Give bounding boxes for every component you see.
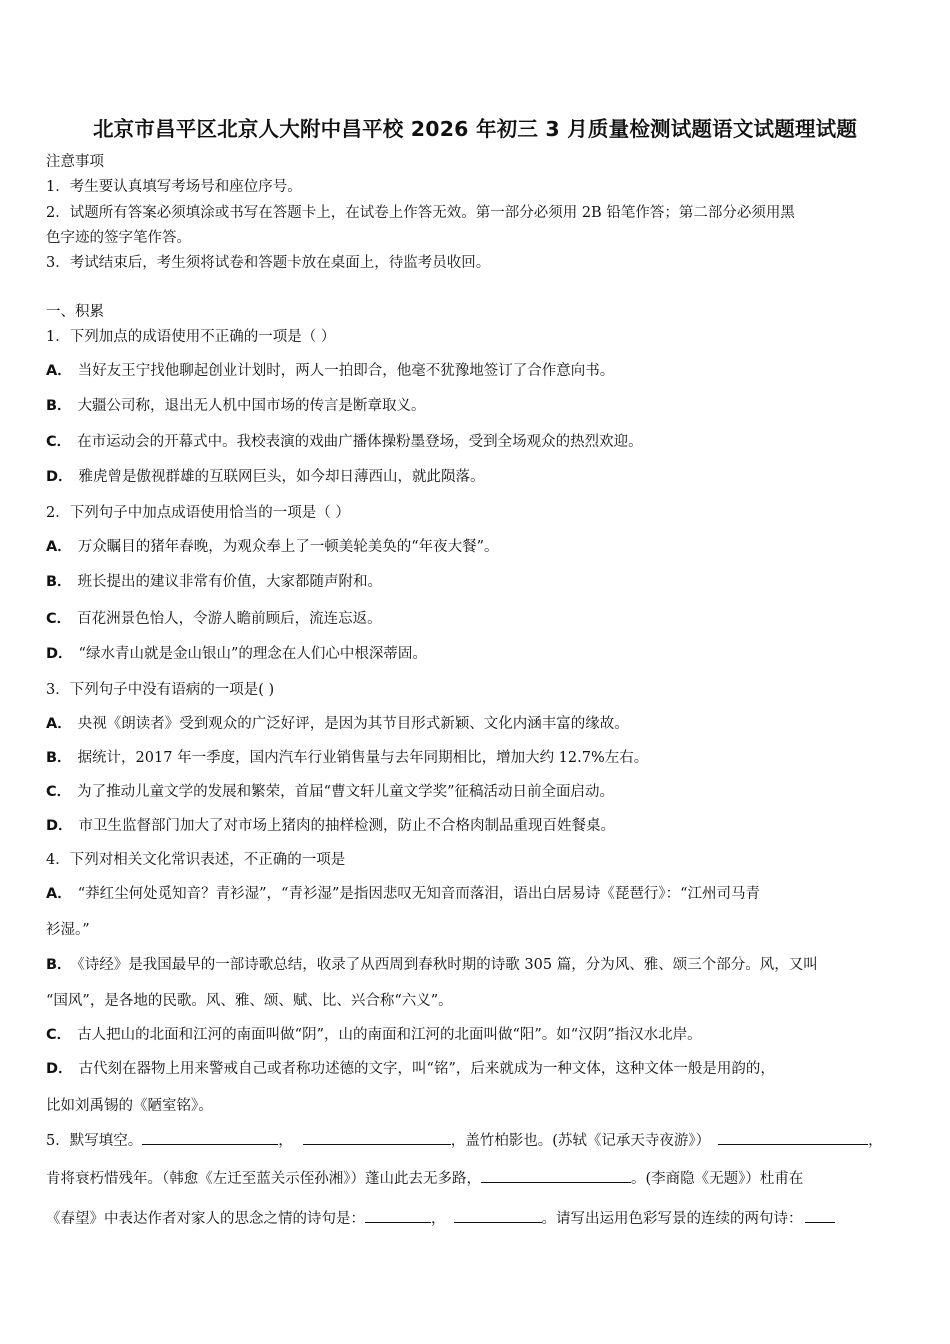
option-text: 当好友王宁找他聊起创业计划时，两人一拍即合，他毫不犹豫地签订了合作意向书。 xyxy=(77,363,615,379)
option-label: A． xyxy=(46,716,72,732)
punct: ， xyxy=(278,1133,293,1149)
question-3-option-b xyxy=(46,748,648,768)
question-1-stem: 1．下列加点的成语使用不正确的一项是（ ） xyxy=(46,329,336,345)
option-text: 为了推动儿童文学的发展和繁荣，首届“曹文轩儿童文学奖”征稿活动日前全面启动。 xyxy=(77,784,614,800)
question-4-option-d xyxy=(46,1059,775,1079)
option-label: D． xyxy=(46,1061,73,1077)
option-label: B． xyxy=(46,398,72,414)
option-text: 班长提出的建议非常有价值，大家都随声附和。 xyxy=(77,574,383,590)
question-3-option-d xyxy=(46,816,615,836)
question-5-stem: 5．默写填空。 xyxy=(46,1133,143,1149)
option-label: C． xyxy=(46,1027,72,1043)
question-2-option-b xyxy=(46,572,382,592)
option-label: D． xyxy=(46,469,73,485)
notice-item-1: 1．考生要认真填写考场号和座位序号。 xyxy=(46,179,302,195)
option-text: 万众瞩目的猪年春晚，为观众奉上了一顿美轮美奂的“年夜大餐”。 xyxy=(77,539,499,555)
option-label: D． xyxy=(46,818,73,834)
question-1-option-c xyxy=(46,432,643,452)
option-text: “绿水青山就是金山银山”的理念在人们心中根深蒂固。 xyxy=(78,646,427,662)
question-1-option-b xyxy=(46,396,426,416)
option-text: 据统计，2017 年一季度，国内汽车行业销售量与去年同期相比，增加大约 12.7%左右。 xyxy=(77,750,649,766)
question-4-option-c xyxy=(46,1025,702,1045)
answer-blank[interactable] xyxy=(718,1129,868,1145)
question-1-option-d xyxy=(46,467,485,487)
question-5-line-1 xyxy=(46,1129,883,1151)
punct: ， xyxy=(431,1211,446,1227)
question-4-stem: 4．下列对相关文化常识表述，不正确的一项是 xyxy=(46,852,346,868)
option-label: C． xyxy=(46,434,72,450)
question-4-option-a xyxy=(46,884,760,904)
option-label: A． xyxy=(46,539,72,555)
option-text: 大疆公司称，退出无人机中国市场的传言是断章取义。 xyxy=(77,398,426,414)
option-text: “莽红尘何处觅知音？青衫湿”，“青衫湿”是指因悲叹无知音而落泪，语出白居易诗《琵琶行》：“江州司马青 xyxy=(77,886,761,902)
option-text: 古代刻在器物上用来警戒自己或者称功述德的文字，叫“铭”，后来就成为一种文体，这种文体一般是用韵的， xyxy=(78,1061,775,1077)
page-title: 北京市昌平区北京人大附中昌平校 2026 年初三 3 月质量检测试题语文试题理试题 xyxy=(92,117,858,141)
option-label: D． xyxy=(46,646,73,662)
answer-blank[interactable] xyxy=(142,1129,278,1145)
option-label: C． xyxy=(46,784,72,800)
notice-item-3: 3．考试结束后，考生须将试卷和答题卡放在桌面上，待监考员收回。 xyxy=(46,255,491,271)
option-text: 古人把山的北面和江河的南面叫做“阴”，山的南面和江河的北面叫做“阳”。如“汉阴”指汉水北岸。 xyxy=(77,1027,702,1043)
punct: ， xyxy=(868,1133,883,1149)
question-4-option-b-cont: “国风”，是各地的民歌。风、雅、颂、赋、比、兴合称“六义”。 xyxy=(46,993,453,1009)
option-text: 百花洲景色怡人，令游人瞻前顾后，流连忘返。 xyxy=(77,611,382,627)
question-3-option-a xyxy=(46,714,629,734)
question-4-option-b xyxy=(46,955,818,975)
question-2-option-a xyxy=(46,537,499,557)
question-5-line-2 xyxy=(46,1167,803,1189)
section-heading: 一、积累 xyxy=(46,304,104,320)
option-label: A． xyxy=(46,363,72,379)
question-5-text: ，盖竹柏影也。(苏轼《记承天寺夜游》） xyxy=(450,1133,711,1149)
answer-blank[interactable] xyxy=(454,1207,542,1223)
question-2-option-c xyxy=(46,609,382,629)
answer-blank[interactable] xyxy=(481,1167,631,1183)
option-text: 在市运动会的开幕式中。我校表演的戏曲广播体操粉墨登场，受到全场观众的热烈欢迎。 xyxy=(77,434,643,450)
answer-blank[interactable] xyxy=(365,1207,431,1223)
question-5-line-3 xyxy=(46,1207,835,1229)
question-2-option-d xyxy=(46,644,427,664)
option-label: B． xyxy=(46,574,72,590)
answer-blank[interactable] xyxy=(805,1207,835,1223)
option-label: B． xyxy=(46,957,72,973)
notice-item-2a: 2．试题所有答案必须填涂或书写在答题卡上，在试卷上作答无效。第一部分必须用 2B 铅笔作答；第二部分必须用黑 xyxy=(46,205,795,221)
question-1-option-a xyxy=(46,361,614,381)
option-text: 雅虎曾是傲视群雄的互联网巨头，如今却日薄西山，就此陨落。 xyxy=(78,469,485,485)
question-5-text: 《春望》中表达作者对家人的思念之情的诗句是： xyxy=(46,1211,365,1227)
question-3-option-c xyxy=(46,782,614,802)
notice-item-2b: 色字迹的签字笔作答。 xyxy=(46,230,191,246)
option-text: 市卫生监督部门加大了对市场上猪肉的抽样检测，防止不合格肉制品重现百姓餐桌。 xyxy=(78,818,616,834)
option-text: 《诗经》是我国最早的一部诗歌总结，收录了从西周到春秋时期的诗歌 305 篇，分为风、雅、颂三个部分。风，又叫 xyxy=(77,957,818,973)
option-label: C． xyxy=(46,611,72,627)
option-label: A． xyxy=(46,886,72,902)
question-2-stem: 2．下列句子中加点成语使用恰当的一项是（ ） xyxy=(46,505,350,521)
option-text: 央视《朗读者》受到观众的广泛好评，是因为其节目形式新颖、文化内涵丰富的缘故。 xyxy=(77,716,629,732)
question-4-option-d-cont: 比如刘禹锡的《陋室铭》。 xyxy=(46,1098,213,1114)
notice-heading: 注意事项 xyxy=(46,154,104,170)
option-label: B． xyxy=(46,750,72,766)
question-4-option-a-cont: 衫湿。” xyxy=(46,922,90,938)
question-5-text: 。(李商隐《无题》）杜甫在 xyxy=(631,1171,804,1187)
question-5-text: 肯将衰朽惜残年。（韩愈《左迁至蓝关示侄孙湘》）蓬山此去无多路， xyxy=(46,1171,481,1187)
question-3-stem: 3．下列句子中没有语病的一项是( ) xyxy=(46,682,275,698)
answer-blank[interactable] xyxy=(303,1129,451,1145)
question-5-text: 。请写出运用色彩写景的连续的两句诗： xyxy=(541,1211,803,1227)
